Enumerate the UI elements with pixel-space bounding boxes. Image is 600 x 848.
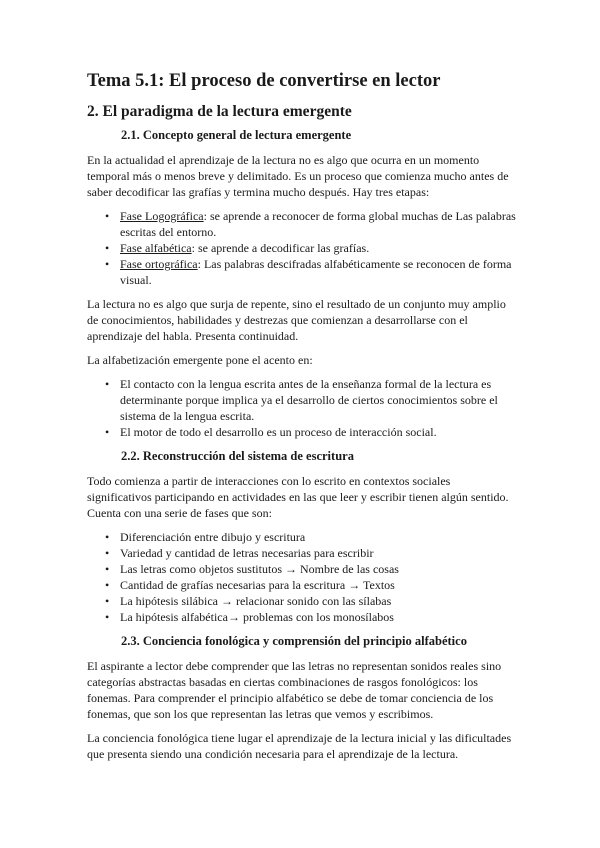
phase-text: : se aprende a reconocer de forma global muchas de Las palabras escritas del entorno. (120, 209, 516, 239)
paragraph: La conciencia fonológica tiene lugar el aprendizaje de la lectura inicial y las dificultades que presenta siendo una condición necesaria para el aprendizaje de la lectura. (87, 731, 512, 761)
list-item (87, 424, 517, 440)
list-item-text: La hipótesis silábica → relacionar sonido con las sílabas (120, 594, 392, 608)
list-item (87, 545, 517, 561)
section-heading: 2. El paradigma de la lectura emergente (87, 103, 352, 120)
list-item-text: Cantidad de grafías necesarias para la escritura → Textos (120, 578, 395, 592)
paragraph: La alfabetización emergente pone el acento en: (87, 353, 313, 367)
subsection-heading-2-2: 2.2. Reconstrucción del sistema de escritura (121, 449, 354, 463)
list-item (87, 529, 517, 545)
subsection-heading-2-1: 2.1. Concepto general de lectura emergente (121, 128, 352, 142)
list-item (87, 240, 517, 256)
list-item (87, 593, 517, 609)
paragraph: Todo comienza a partir de interacciones con lo escrito en contextos sociales significativos participando en actividades en las que leer y escribir tienen algún sentido. Cuenta con una serie de fases que son: (87, 474, 509, 520)
list-item (87, 609, 517, 625)
bullet-icon: • (105, 594, 110, 608)
list-item-text: Las letras como objetos sustitutos → Nombre de las cosas (120, 562, 399, 576)
bullet-icon: • (105, 610, 110, 624)
phase-term: Fase alfabética (120, 241, 192, 255)
list-item-text: El motor de todo el desarrollo es un proceso de interacción social. (120, 425, 437, 439)
list-item (87, 561, 517, 577)
bullet-icon: • (105, 425, 110, 439)
phase-text: : se aprende a decodificar las grafías. (191, 241, 370, 255)
phase-term: Fase Logográfica (120, 209, 204, 223)
bullet-icon: • (105, 546, 110, 560)
bullet-icon: • (105, 578, 110, 592)
writing-phases-list (87, 529, 517, 625)
accent-list (87, 376, 517, 440)
bullet-icon: • (105, 257, 110, 271)
phase-term: Fase ortográfica (120, 257, 198, 271)
bullet-icon: • (105, 241, 110, 255)
phases-list (87, 208, 517, 288)
list-item-text: Diferenciación entre dibujo y escritura (120, 530, 306, 544)
list-item-text: El contacto con la lengua escrita antes de la enseñanza formal de la lectura es determinante porque implica ya el desarrollo de ciertos conocimientos sobre el sistema de la lengua escrita. (120, 377, 498, 423)
subsection-heading-2-3: 2.3. Conciencia fonológica y comprensión del principio alfabético (121, 634, 467, 648)
bullet-icon: • (105, 562, 110, 576)
list-item (87, 256, 517, 288)
list-item (87, 376, 517, 424)
phase-text: : Las palabras descifradas alfabéticamente se reconocen de forma visual. (120, 257, 512, 287)
paragraph: En la actualidad el aprendizaje de la lectura no es algo que ocurra en un momento temporal más o menos breve y delimitado. Es un proceso que comienza mucho antes de saber decodificar las grafías y termina mucho después. Hay tres etapas: (87, 153, 509, 199)
list-item-text: La hipótesis alfabética→ problemas con los monosílabos (120, 610, 394, 624)
document-title: Tema 5.1: El proceso de convertirse en lector (87, 71, 441, 91)
document-page (87, 70, 517, 770)
paragraph: La lectura no es algo que surja de repente, sino el resultado de un conjunto muy amplio de conocimientos, habilidades y destrezas que comienzan a desarrollarse con el aprendizaje del habla. Presenta continuidad. (87, 297, 506, 343)
bullet-icon: • (105, 530, 110, 544)
list-item-text: Variedad y cantidad de letras necesarias para escribir (120, 546, 374, 560)
paragraph: El aspirante a lector debe comprender que las letras no representan sonidos reales sino categorías abstractas basadas en ciertas combinaciones de rasgos fonológicos: los fonemas. Para comprender el principio alfabético se debe de tomar conciencia de los fonemas, que son los que representan las letras que vemos y escribimos. (87, 659, 502, 721)
list-item (87, 208, 517, 240)
bullet-icon: • (105, 377, 110, 391)
bullet-icon: • (105, 209, 110, 223)
list-item (87, 577, 517, 593)
